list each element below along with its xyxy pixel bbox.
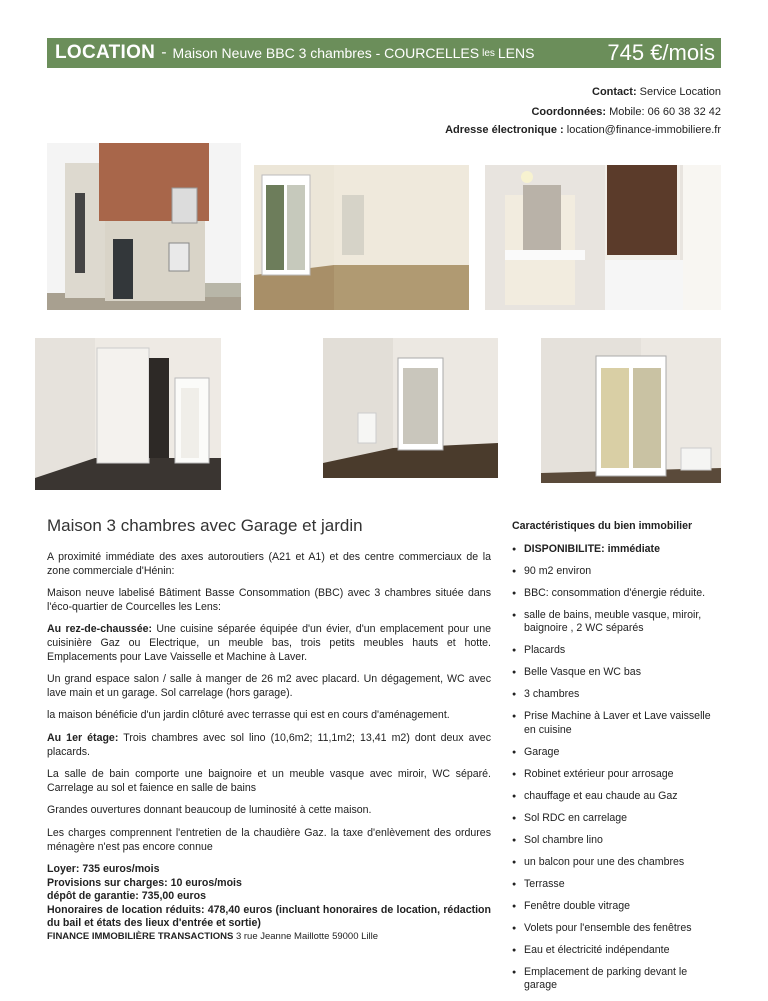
feature-item: ● Belle Vasque en WC bas [512,666,722,680]
feature-item: ● Sol RDC en carrelage [512,812,722,826]
first-floor-text: Trois chambres avec sol lino (10,6m2; 11,1m2; 13,41 m2) dont deux avec placards. [47,731,491,758]
description-column [47,551,491,931]
photo-balcony-room [541,338,721,483]
depot-garantie: dépôt de garantie: 735,00 euros [47,890,206,903]
coords-line [531,106,721,118]
provisions: Provisions sur charges: 10 euros/mois [47,876,242,889]
feature-item: ● 3 chambres [512,688,722,702]
feature-item: ● Prise Machine à Laver et Lave vaisselle en cuisine [512,710,722,737]
photo-bedroom-window [323,338,498,478]
banner-price: 745 €/mois [607,40,715,65]
email-label: Adresse électronique : [445,124,564,136]
features-list [512,543,722,993]
footer-address: 3 rue Jeanne Maillotte 59000 Lille [233,931,379,942]
banner-location: LOCATION [55,42,156,63]
feature-item: ● un balcon pour une des chambres [512,856,722,870]
features-title: Caractéristiques du bien immobilier [512,520,693,532]
contact-value: Service Location [639,86,721,98]
title-banner [47,38,721,68]
feature-item: ● Eau et électricité indépendante [512,944,722,958]
photo-bedroom-closet [35,338,221,490]
honoraires: Honoraires de location réduits: 478,40 euros (incluant honoraires de location, rédaction du bail et états des lieux d'entrée et sortie) [47,903,491,930]
feature-item: ● Emplacement de parking devant le garage [512,966,722,993]
photo-house-exterior [47,143,241,310]
features-column [512,520,722,1001]
first-floor-label: Au 1er étage: [47,731,119,744]
section-title: Maison 3 chambres avec Garage et jardin [47,516,363,535]
email-line [445,124,721,136]
contact-line [592,86,721,98]
feature-item: ● Terrasse [512,878,722,892]
feature-item: ● Garage [512,746,722,760]
description-garden: la maison bénéficie d'un jardin clôturé avec terrasse qui est en cours d'aménagement. [47,709,450,722]
photo-living-room [254,165,469,310]
feature-item: ● Robinet extérieur pour arrosage [512,768,722,782]
description-intro: A proximité immédiate des axes autoroutiers (A21 et A1) et des centre commerciaux de la zone commerciale d'Hénin: [47,551,491,577]
description-charges: Les charges comprennent l'entretien de la chaudière Gaz. la taxe d'enlèvement des ordures ménagère n'est pas encore connue [47,826,491,853]
feature-item: ● salle de bains, meuble vasque, miroir, baignoire , 2 WC séparés [512,609,722,636]
feature-item: ● Placards [512,644,722,658]
description-living: Un grand espace salon / salle à manger de 26 m2 avec placard. Un dégagement, WC avec lave main et un garage. Sol carrelage (hors garage). [47,673,491,699]
feature-item: ● DISPONIBILITE: immédiate [512,543,722,557]
description-bathroom: La salle de bain comporte une baignoire et un meuble vasque avec miroir, WC séparé. Carrelage au sol et faience en salle de bains [47,768,491,794]
footer-company: FINANCE IMMOBILIÈRE TRANSACTIONS [47,931,234,942]
banner-les: les [482,47,495,59]
description-bbc: Maison neuve labelisé Bâtiment Basse Consommation (BBC) avec 3 chambres située dans l'éco-quartier de Courcelles les Lens: [47,587,491,613]
feature-item: ● Volets pour l'ensemble des fenêtres [512,922,722,936]
feature-item: ● Sol chambre lino [512,834,722,848]
feature-item: ● Fenêtre double vitrage [512,900,722,914]
feature-item: ● 90 m2 environ [512,565,722,579]
feature-item: ● chauffage et eau chaude au Gaz [512,790,722,804]
email-value[interactable]: location@finance-immobiliere.fr [566,124,721,136]
photo-bathroom [485,165,721,310]
coords-label: Coordonnées: [531,106,607,118]
feature-item: ● BBC: consommation d'énergie réduite. [512,587,722,601]
contact-label: Contact: [592,86,637,98]
banner-dash: - [161,44,167,61]
coords-value: Mobile: 06 60 38 32 42 [609,106,721,118]
description-light: Grandes ouvertures donnant beaucoup de luminosité à cette maison. [47,804,372,817]
description-first-floor [47,732,491,759]
ground-floor-text: Une cuisine séparée équipée d'un évier, d'un emplacement pour une cuisinière Gaz ou Electrique, un meuble bas, trois petits meubles hauts et hotte. Emplacements pour Lave Vaisselle et Machine à Laver. [47,623,491,663]
banner-city: LENS [497,45,535,61]
ground-floor-label: Au rez-de-chaussée: [47,623,153,636]
loyer: Loyer: 735 euros/mois [47,863,160,876]
description-ground-floor [47,623,491,664]
banner-subtitle: Maison Neuve BBC 3 chambres - COURCELLES [172,45,480,61]
footer [47,931,378,942]
